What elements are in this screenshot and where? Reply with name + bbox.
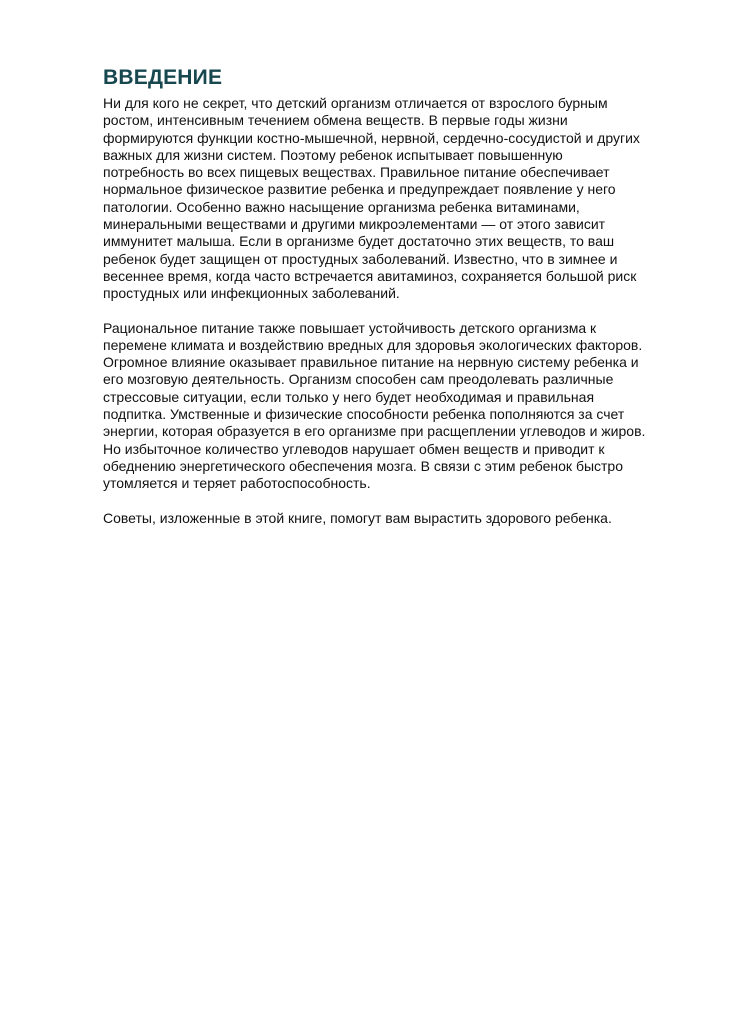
paragraph-line: весеннее время, когда часто встречается авитаминоз, сохраняется большой риск: [103, 267, 637, 284]
paragraph-line: иммунитет малыша. Если в организме будет достаточно этих веществ, то ваш: [103, 233, 615, 250]
paragraph-line: Огромное влияние оказывает правильное питание на нервную систему ребенка и: [103, 354, 639, 371]
paragraph-line: перемене климата и воздействию вредных для здоровья экологических факторов.: [103, 336, 643, 353]
paragraph-2: [103, 320, 693, 493]
page-title: ВВЕДЕНИЕ: [103, 66, 223, 89]
paragraph-line: минеральными веществами и другими микроэлементами — от этого зависит: [103, 216, 606, 233]
paragraph-line: ростом, интенсивным течением обмена веществ. В первые годы жизни: [103, 112, 568, 129]
paragraph-line: формируются функции костно-мышечной, нервной, сердечно-сосудистой и других: [103, 129, 640, 146]
paragraph-line: Ни для кого не секрет, что детский организм отличается от взрослого бурным: [103, 95, 608, 111]
paragraph-line: Рациональное питание также повышает устойчивость детского организма к: [103, 319, 597, 336]
paragraph-line: обеднению энергетического обеспечения мозга. В связи с этим ребенок быстро: [103, 457, 624, 474]
paragraph-line: ребенок будет защищен от простудных заболеваний. Известно, что в зимнее и: [103, 250, 618, 267]
paragraph-line: потребность во всех пищевых веществах. Правильное питание обеспечивает: [103, 164, 610, 181]
document-body: [103, 66, 693, 544]
paragraph-3: [103, 510, 693, 527]
paragraph-1: [103, 95, 693, 303]
paragraph-line: утомляется и теряет работоспособность.: [103, 475, 371, 492]
paragraph-line: Советы, изложенные в этой книге, помогут вам вырастить здорового ребенка.: [103, 509, 612, 526]
paragraph-line: подпитка. Умственные и физические способности ребенка пополняются за счет: [103, 406, 625, 423]
paragraph-line: простудных или инфекционных заболеваний.: [103, 285, 400, 302]
paragraph-line: стрессовые ситуации, если только у него будет необходимая и правильная: [103, 388, 595, 405]
paragraph-line: важных для жизни систем. Поэтому ребенок испытывает повышенную: [103, 146, 563, 163]
paragraph-line: энергии, которая образуется в его организме при расщеплении углеводов и жиров.: [103, 423, 646, 440]
paragraph-line: Но избыточное количество углеводов нарушает обмен веществ и приводит к: [103, 440, 605, 457]
paragraph-line: нормальное физическое развитие ребенка и предупреждает появление у него: [103, 181, 616, 198]
paragraph-line: его мозговую деятельность. Организм способен сам преодолевать различные: [103, 371, 614, 388]
paragraph-line: патологии. Особенно важно насыщение организма ребенка витаминами,: [103, 198, 580, 215]
